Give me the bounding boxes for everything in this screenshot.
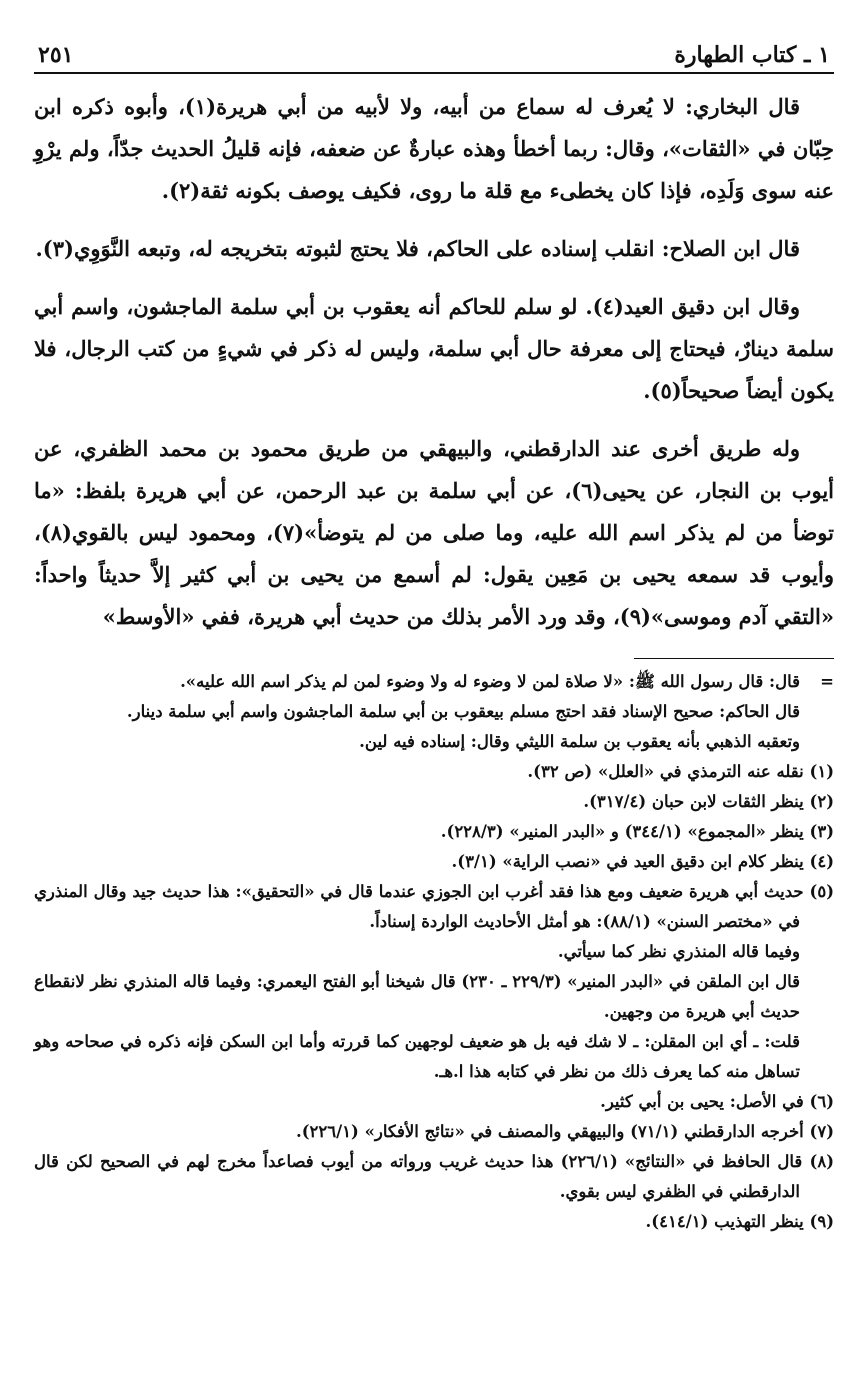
paragraph: وله طريق أخرى عند الدارقطني، والبيهقي من طريق محمود بن محمد الظفري، عن أيوب بن النجار، عن يحيى(٦)، عن أبي سلمة بن عبد الرحمن، عن أبي هريرة بلفظ: «ما توضأ من لم يذكر اسم الله عليه، وما صلى من لم يتوضأ»(٧)، ومحمود ليس بالقوي(٨)، وأيوب قد سمعه يحيى بن مَعِين يقول: لم أسمع من يحيى بن أبي كثير إلاَّ حديثاً واحداً: «التقي آدم وموسى»(٩)، وقد ورد الأمر بذلك من حديث أبي هريرة، ففي «الأوسط» (34, 436, 834, 629)
paragraph: قال ابن الصلاح: انقلب إسناده على الحاكم، فلا يحتج لثبوته بتخريجه له، وتبعه النَّوَوِي(٣). (35, 236, 800, 261)
footnote-continuation-line: قال الحاكم: صحيح الإسناد فقد احتج مسلم بيعقوب بن أبي سلمة الماجشون واسم أبي سلمة دينار. (126, 702, 800, 721)
paragraph: وقال ابن دقيق العيد(٤). لو سلم للحاكم أنه يعقوب بن أبي سلمة الماجشون، واسم أبي سلمة دينارٌ، فيحتاج إلى معرفة حال أبي سلمة، وليس له ذكر في شيءٍ من كتب الرجال، فلا يكون أيضاً صحيحاً(٥). (34, 294, 834, 403)
main-text (34, 86, 834, 638)
footnote-5: (٥) حديث أبي هريرة ضعيف ومع هذا فقد أغرب ابن الجوزي عندما قال في «التحقيق»: هذا حديث جيد وقال المنذري في «مختصر السنن» (٨٨/١): هو أمثل الأحاديث الواردة إسناداً. (34, 882, 834, 931)
footnote-continuation: = قال: قال رسول الله ﷺ: «لا صلاة لمن لا وضوء له ولا وضوء لمن لم يذكر اسم الله عليه». (34, 667, 834, 697)
footnote-7: (٧) أخرجه الدارقطني (٧١/١) والبيهقي والمصنف في «نتائج الأفكار» (٢٢٦/١). (295, 1122, 834, 1141)
footnote-separator (634, 658, 834, 659)
footnote-5-line: قال ابن الملقن في «البدر المنير» (٢٢٩/٣ ـ ٢٣٠) قال شيخنا أبو الفتح اليعمري: وفيما قاله المنذري نظر لانقطاع حديث أبي هريرة من وجهين. (34, 972, 800, 1021)
chapter-title: ١ ـ كتاب الطهارة (674, 42, 830, 68)
footnote-2: (٢) ينظر الثقات لابن حبان (٣١٧/٤). (583, 792, 834, 811)
page-number: ٢٥١ (38, 42, 74, 68)
footnote-6: (٦) في الأصل: يحيى بن أبي كثير. (600, 1092, 834, 1111)
paragraph: قال البخاري: لا يُعرف له سماع من أبيه، ولا لأبيه من أبي هريرة(١)، وأبوه ذكره ابن حِبّان في «الثقات»، وقال: ربما أخطأ وهذه عبارةٌ عن ضعفه، فإنه قليلُ الحديث جدّاً، ولم يرْوِ عنه سوى وَلَدِه، فإذا كان يخطىء مع قلة ما روى، فكيف يوصف بكونه ثقة(٢). (34, 94, 834, 203)
footnote-1: (١) نقله عنه الترمذي في «العلل» (ص ٣٢). (527, 762, 834, 781)
footnote-continuation-line: وتعقبه الذهبي بأنه يعقوب بن سلمة الليثي وقال: إسناده فيه لين. (359, 732, 800, 751)
footnote-8: (٨) قال الحافظ في «النتائج» (٢٢٦/١) هذا حديث غريب ورواته من أيوب فصاعداً مخرج لهم في الصحيح لكن قال الدارقطني في الظفري ليس بقوي. (34, 1152, 834, 1201)
footnote-5-line: وفيما قاله المنذري نظر كما سيأتي. (557, 942, 800, 961)
footnote-5-line: قلت: ـ أي ابن المقلن: ـ لا شك فيه بل هو ضعيف لوجهين كما قررته وأما ابن السكن فإنه ذكره في صحاحه وهو تساهل منه كما يعرف ذلك من نظر في كتابه هذا ا.هـ. (34, 1032, 800, 1081)
footnote-9: (٩) ينظر التهذيب (٤١٤/١). (645, 1212, 834, 1231)
footnote-4: (٤) ينظر كلام ابن دقيق العيد في «نصب الراية» (٣/١). (451, 852, 834, 871)
footnotes (34, 667, 834, 1237)
footnote-3: (٣) ينظر «المجموع» (٣٤٤/١) و «البدر المنير» (٢٢٨/٣). (440, 822, 834, 841)
running-header (34, 30, 834, 74)
